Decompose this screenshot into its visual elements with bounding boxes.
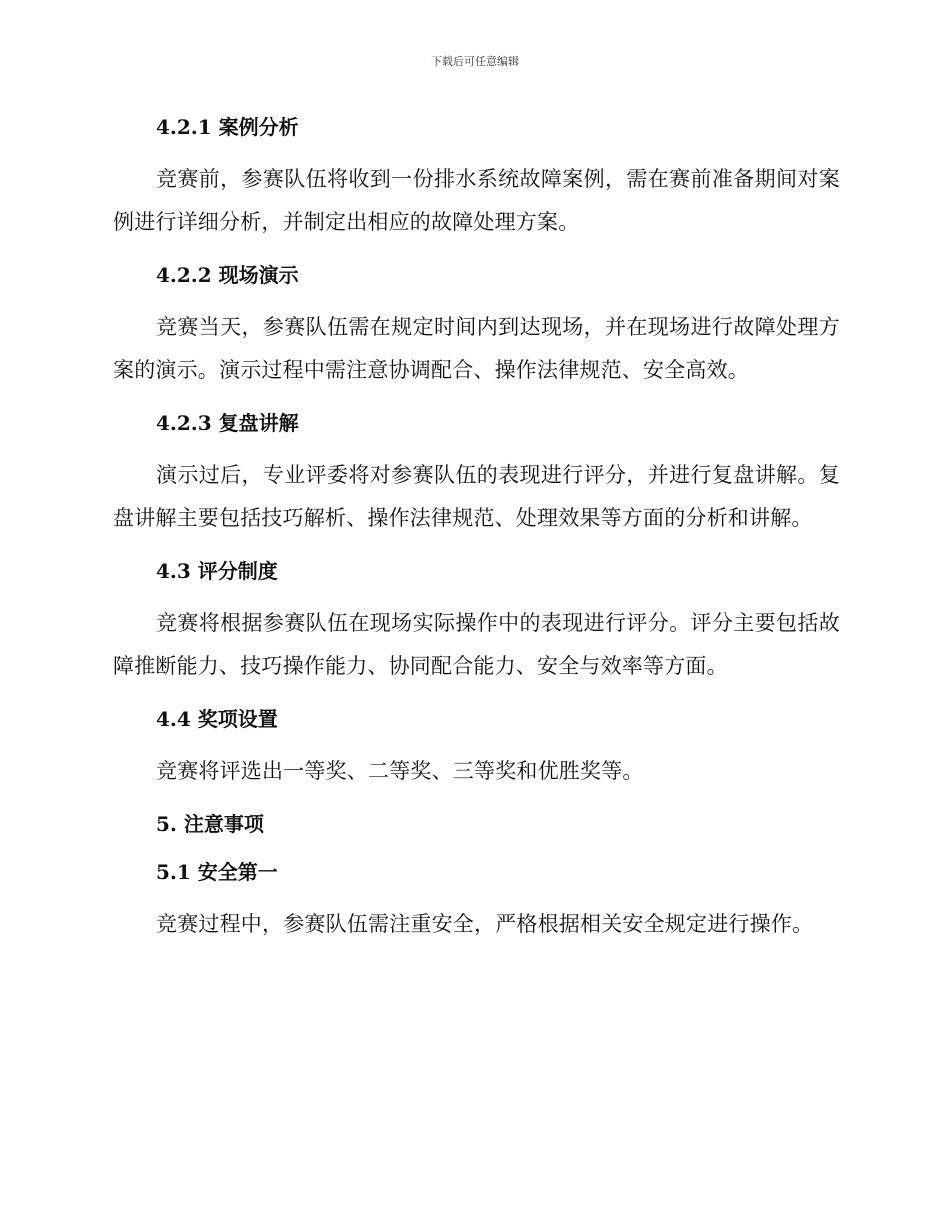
paragraph-live-demo: 竞赛当天，参赛队伍需在规定时间内到达现场，并在现场进行故障处理方案的演示。演示过程中需注意协调配合、操作法律规范、安全高效。: [113, 315, 840, 382]
document-body: [113, 110, 840, 960]
paragraph-review: 演示过后，专业评委将对参赛队伍的表现进行评分，并进行复盘讲解。复盘讲解主要包括技巧解析、操作法律规范、处理效果等方面的分析和讲解。: [113, 463, 840, 530]
section-heading-5: 5. 注意事项: [156, 812, 264, 836]
section-heading-4-2-2: 4.2.2 现场演示: [156, 263, 299, 287]
paragraph-safety: 竞赛过程中，参赛队伍需注重安全，严格根据相关安全规定进行操作。: [156, 912, 814, 936]
paragraph-case-analysis: 竞赛前，参赛队伍将收到一份排水系统故障案例，需在赛前准备期间对案例进行详细分析，并制定出相应的故障处理方案。: [113, 167, 840, 234]
section-heading-5-1: 5.1 安全第一: [156, 860, 278, 884]
section-heading-4-2-3: 4.2.3 复盘讲解: [156, 411, 299, 435]
page-header: 下载后可任意编辑: [431, 55, 519, 68]
paragraph-awards: 竞赛将评选出一等奖、二等奖、三等奖和优胜奖等。: [156, 759, 644, 783]
section-heading-4-3: 4.3 评分制度: [156, 559, 278, 583]
section-heading-4-2-1: 4.2.1 案例分析: [156, 115, 299, 139]
section-heading-4-4: 4.4 奖项设置: [156, 707, 278, 731]
paragraph-scoring: 竞赛将根据参赛队伍在现场实际操作中的表现进行评分。评分主要包括故障推断能力、技巧操作能力、协同配合能力、安全与效率等方面。: [113, 611, 840, 678]
